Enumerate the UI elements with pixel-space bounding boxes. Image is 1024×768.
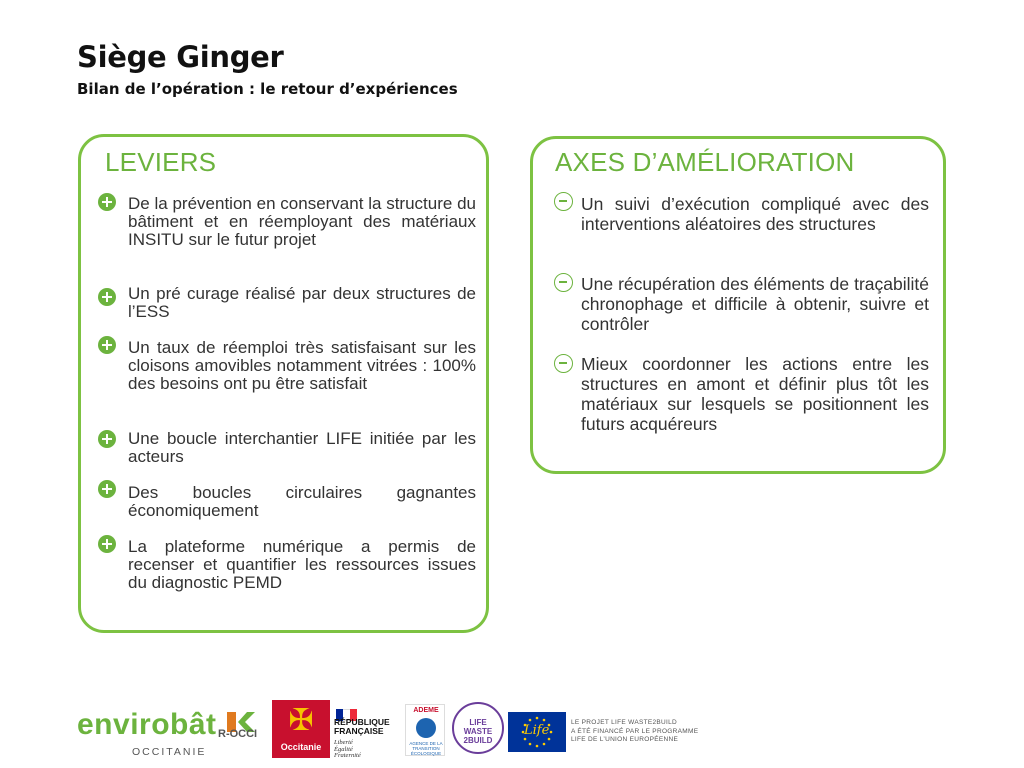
life-waste2build-logo [452,702,504,754]
rf-motto: Liberté Égalité Fraternité [334,739,361,759]
plus-icon [98,336,116,354]
plus-icon [98,535,116,553]
occitanie-logo [272,700,330,758]
envirobat-sub: OCCITANIE [132,746,207,758]
plus-icon [98,288,116,306]
leviers-item: Un pré curage réalisé par deux structures de l’ESS [128,284,476,321]
ademe-logo [405,704,445,756]
axes-item: Une récupération des éléments de traçabilité chronophage et difficile à obtenir, suivre et contrôler [581,274,929,334]
minus-icon [554,354,573,373]
leviers-item: La plateforme numérique a permis de recenser et quantifier les ressources issues du diagnostic PEMD [128,537,476,592]
leviers-panel [78,134,489,633]
axes-title: AXES D’AMÉLIORATION [555,147,855,177]
envirobat-name: envirobât [77,708,217,741]
ademe-sub: AGENCE DE LA TRANSITION ÉCOLOGIQUE [409,741,443,756]
page-title: Siège Ginger [77,40,284,74]
rocci-label: R-OCCI [218,728,258,740]
plus-icon [98,193,116,211]
republique-francaise-logo [334,704,396,760]
globe-icon [416,718,436,738]
page-subtitle: Bilan de l’opération : le retour d’expériences [77,80,458,98]
minus-icon [554,192,573,211]
rf-title: RÉPUBLIQUE FRANÇAISE [334,717,390,736]
occitan-cross-icon: ✠ [288,703,314,738]
occitanie-name: Occitanie [280,742,322,752]
waste-label: LIFE WASTE 2BUILD [463,718,493,745]
caption-line: LIFE DE L’UNION EUROPÉENNE [571,736,679,743]
caption-line: A ÉTÉ FINANCÉ PAR LE PROGRAMME [571,727,699,735]
leviers-item: De la prévention en conservant la structure du bâtiment et en réemployant des matériaux INSITU sur le futur projet [128,194,476,249]
axes-item: Un suivi d’exécution compliqué avec des interventions aléatoires des structures [581,194,929,234]
life-caption [571,719,698,745]
leviers-item: Une boucle interchantier LIFE initiée par les acteurs [128,429,476,466]
minus-icon [554,273,573,292]
axes-item: Mieux coordonner les actions entre les structures en amont et définir plus tôt les matériaux sur lesquels se positionnent les futurs acquéreurs [581,354,929,434]
footer-logos [0,690,1024,768]
leviers-item: Des boucles circulaires gagnantes économiquement [128,483,476,520]
life-label: Life [524,723,550,738]
leviers-title: LEVIERS [105,147,217,177]
caption-line: LE PROJET LIFE WASTE2BUILD [571,719,678,726]
plus-icon [98,480,116,498]
axes-panel [530,136,946,474]
plus-icon [98,430,116,448]
leviers-item: Un taux de réemploi très satisfaisant sur les cloisons amovibles notamment vitrées : 100% des besoins ont pu être satisfait [128,338,476,393]
eu-life-logo [508,712,566,752]
ademe-name: ADEME [413,707,439,714]
